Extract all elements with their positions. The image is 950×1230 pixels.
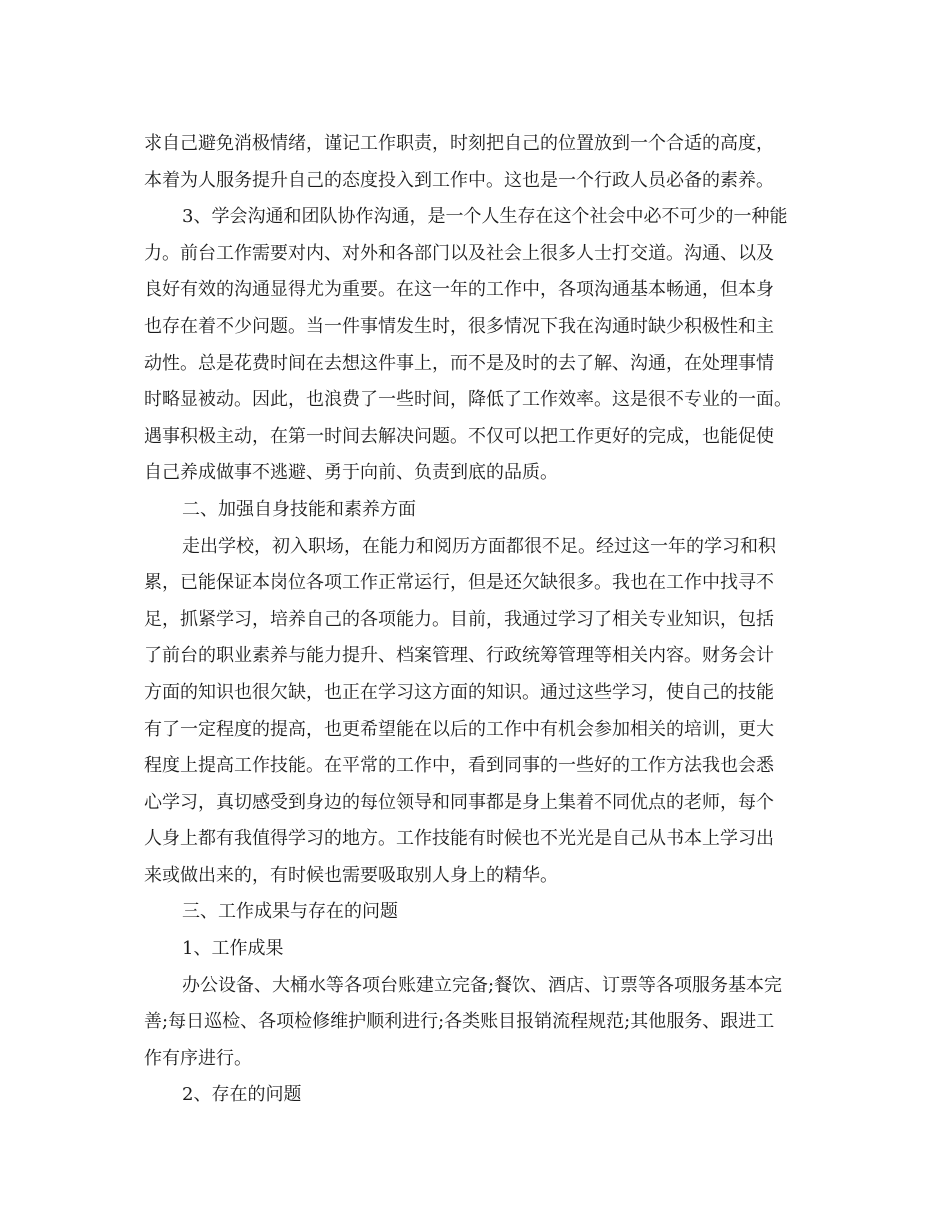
- text-line: 程度上提高工作技能。在平常的工作中，看到同事的一些好的工作方法我也会悉: [144, 755, 774, 777]
- text-line: 人身上都有我值得学习的地方。工作技能有时候也不光光是自己从书本上学习出: [144, 828, 774, 850]
- text-line: 有了一定程度的提高，也更希望能在以后的工作中有机会参加相关的培训，更大: [144, 718, 774, 740]
- text-line: 善;每日巡检、各项检修维护顺利进行;各类账目报销流程规范;其他服务、跟进工: [144, 1011, 775, 1033]
- text-line: 3、学会沟通和团队协作沟通，是一个人生存在这个社会中必不可少的一种能: [182, 206, 788, 228]
- text-line: 1、工作成果: [182, 938, 284, 960]
- text-line: 2、存在的问题: [182, 1084, 302, 1106]
- text-line: 良好有效的沟通显得尤为重要。在这一年的工作中，各项沟通基本畅通，但本身: [144, 279, 774, 301]
- text-line: 自己养成做事不逃避、勇于向前、负责到底的品质。: [144, 462, 558, 484]
- text-line: 累，已能保证本岗位各项工作正常运行，但是还欠缺很多。我也在工作中找寻不: [144, 572, 774, 594]
- text-line: 本着为人服务提升自己的态度投入到工作中。这也是一个行政人员必备的素养。: [144, 169, 774, 191]
- text-line: 也存在着不少问题。当一件事情发生时，很多情况下我在沟通时缺少积极性和主: [144, 315, 774, 337]
- text-line: 了前台的职业素养与能力提升、档案管理、行政统筹管理等相关内容。财务会计: [144, 645, 774, 667]
- text-line: 方面的知识也很欠缺，也正在学习这方面的知识。通过这些学习，使自己的技能: [144, 681, 774, 703]
- text-line: 办公设备、大桶水等各项台账建立完备;餐饮、酒店、订票等各项服务基本完: [182, 974, 783, 996]
- text-line: 动性。总是花费时间在去想这件事上，而不是及时的去了解、沟通，在处理事情: [144, 352, 774, 374]
- text-line: 三、工作成果与存在的问题: [182, 901, 398, 923]
- text-line: 走出学校，初入职场，在能力和阅历方面都很不足。经过这一年的学习和积: [182, 535, 776, 557]
- text-line: 遇事积极主动，在第一时间去解决问题。不仅可以把工作更好的完成，也能促使: [144, 425, 774, 447]
- document-body: [144, 126, 806, 1114]
- text-line: 作有序进行。: [144, 1047, 252, 1069]
- text-line: 求自己避免消极情绪，谨记工作职责，时刻把自己的位置放到一个合适的高度，: [144, 133, 774, 154]
- text-line: 来或做出来的，有时候也需要吸取别人身上的精华。: [144, 864, 558, 886]
- text-line: 二、加强自身技能和素养方面: [182, 498, 416, 520]
- text-line: 足，抓紧学习，培养自己的各项能力。目前，我通过学习了相关专业知识，包括: [144, 608, 774, 630]
- text-line: 心学习，真切感受到身边的每位领导和同事都是身上集着不同优点的老师，每个: [144, 791, 774, 813]
- text-line: 力。前台工作需要对内、对外和各部门以及社会上很多人士打交道。沟通、以及: [144, 242, 774, 264]
- text-line: 时略显被动。因此，也浪费了一些时间，降低了工作效率。这是很不专业的一面。: [144, 389, 792, 411]
